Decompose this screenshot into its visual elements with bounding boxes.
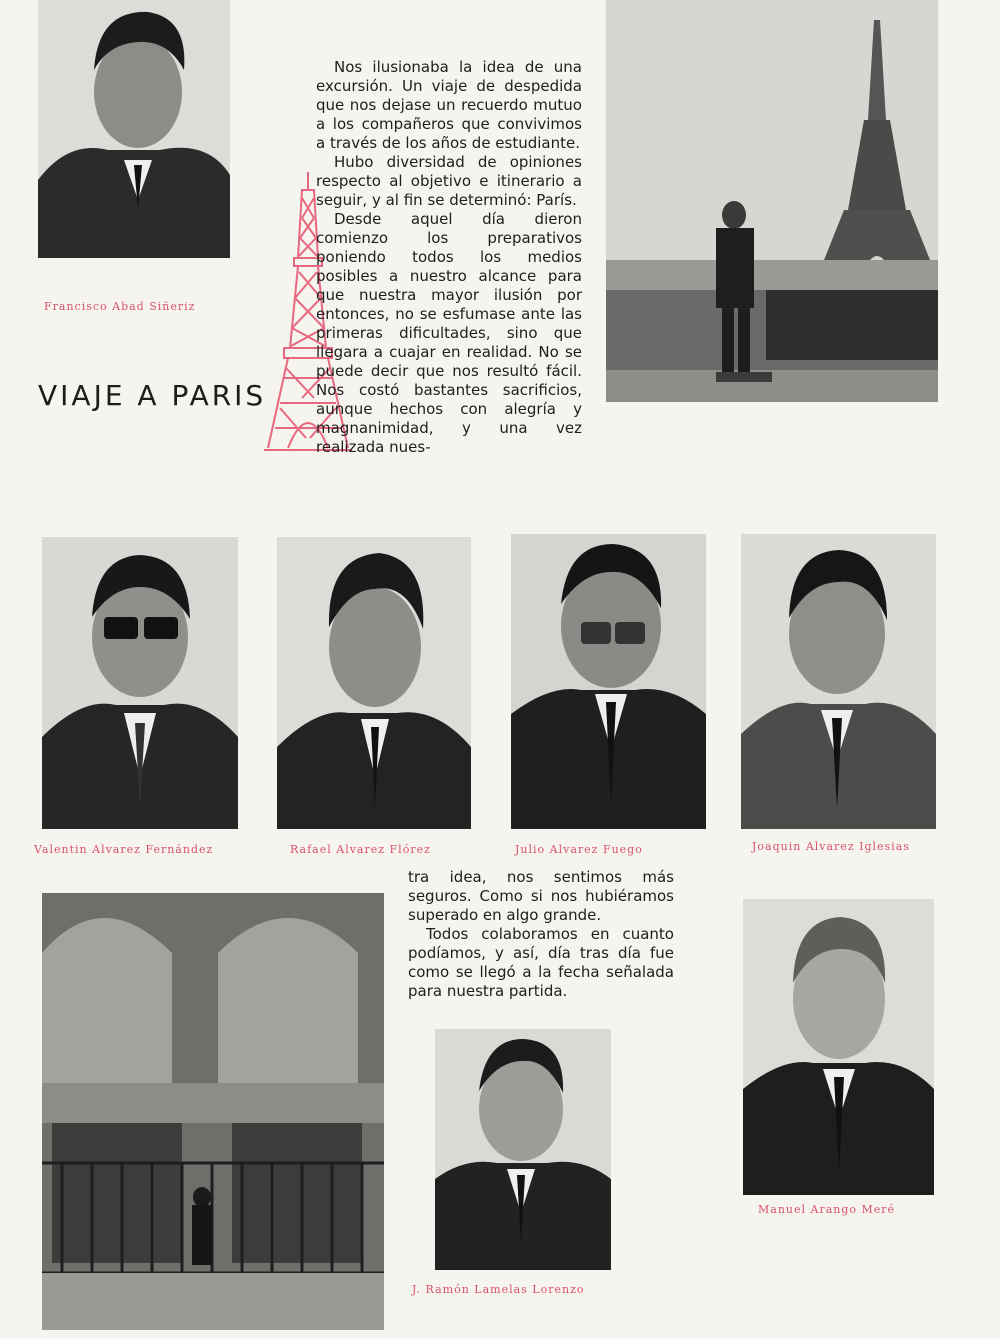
portrait-julio (511, 534, 706, 829)
portrait-ramon (435, 1029, 611, 1270)
portrait-abad (38, 0, 230, 258)
caption-abad: Francisco Abad Siñeriz (44, 300, 196, 313)
portrait-manuel (743, 899, 934, 1195)
article-paragraph: Desde aquel día dieron comienzo los preparativos poniendo todos los medios posibles a nuestro alcance para que nuestra mayor ilusión por entonces, no se esfumase ante las primeras dificultades, sino que llegara a cuajar en realidad. No se puede decir que nos resultó fácil. Nos costó bastantes sacrificios, aunque hechos con alegría y magnanimidad, y una vez realizada nues- (316, 210, 582, 456)
article-column-2 (408, 868, 674, 1001)
caption-julio: Julio Alvarez Fuego (515, 843, 643, 856)
portrait-valentin (42, 537, 238, 829)
article-column-1 (316, 58, 582, 457)
article-paragraph: Todos colaboramos en cuanto podíamos, y así, día tras día fue como se llegó a la fecha señalada para nuestra partida. (408, 925, 674, 1000)
article-paragraph: tra idea, nos sentimos más seguros. Como si nos hubiéramos superado en algo grande. (408, 868, 674, 924)
photo-eiffel-tower (606, 0, 938, 402)
caption-rafael: Rafael Alvarez Flórez (290, 843, 431, 856)
article-paragraph: Nos ilusionaba la idea de una excursión. Un viaje de despedida que nos dejase un recuerdo mutuo a los compañeros que convivimos a través de los años de estudiante. (316, 58, 582, 152)
portrait-joaquin (741, 534, 936, 829)
caption-valentin: Valentin Alvarez Fernández (34, 843, 214, 856)
article-paragraph: Hubo diversidad de opiniones respecto al objetivo e itinerario a seguir, y al fin se determinó: París. (316, 153, 582, 209)
caption-joaquin: Joaquin Alvarez Iglesias (752, 840, 910, 853)
photo-cathedral (42, 893, 384, 1330)
caption-manuel: Manuel Arango Meré (758, 1203, 896, 1216)
portrait-rafael (277, 537, 471, 829)
page-title: VIAJE A PARIS (38, 379, 267, 412)
caption-ramon: J. Ramón Lamelas Lorenzo (412, 1283, 585, 1296)
